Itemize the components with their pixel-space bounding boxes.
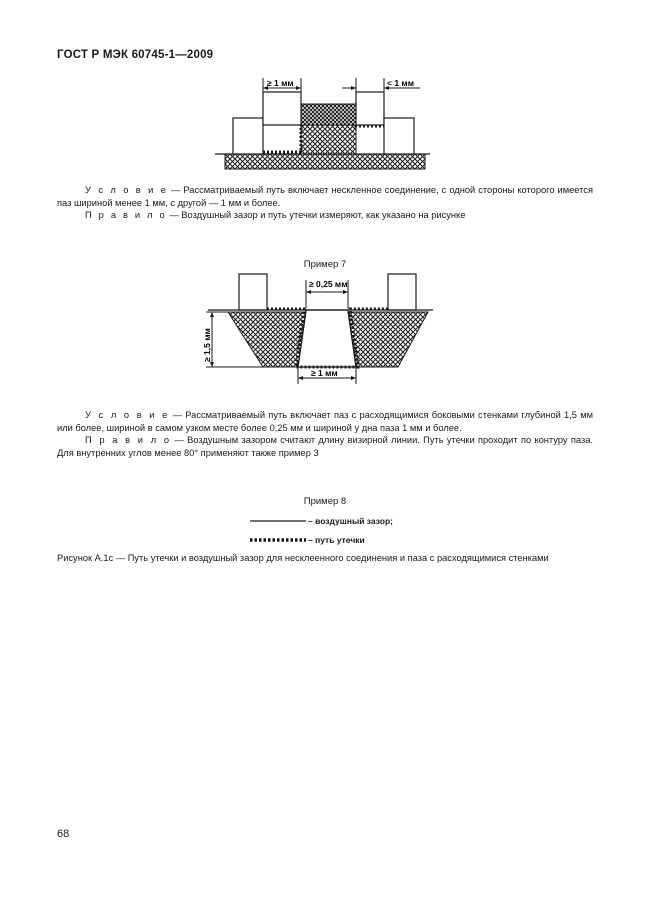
dim-side-label: ≥ 1,5 мм <box>202 328 212 362</box>
dim-left-label: ≥ 1 мм <box>267 78 294 88</box>
rule-label: П р а в и л о <box>85 435 172 445</box>
rule-text: — Воздушный зазор и путь утечки измеряют, как указано на рисунке <box>169 210 466 220</box>
condition-block-1 <box>57 184 593 222</box>
right-top-part <box>388 274 416 310</box>
solid-line-icon <box>250 518 308 524</box>
middle-groove <box>301 125 356 154</box>
dim-right-label: < 1 мм <box>387 78 414 88</box>
figure-caption: Рисунок А.1с — Путь утечки и воздушный зазор для несклеенного соединения и паза с расходящимися стенками <box>57 553 549 563</box>
legend-air-gap <box>250 516 393 526</box>
figure-6-diagram <box>215 74 430 174</box>
rule-label: П р а в и л о <box>85 210 167 220</box>
document-header: ГОСТ Р МЭК 60745-1—2009 <box>57 49 214 61</box>
right-step <box>356 92 384 125</box>
condition-label: У с л о в и е <box>85 185 169 195</box>
right-part <box>384 118 414 154</box>
dim-top-label: ≥ 0,25 мм <box>309 279 348 289</box>
example-8-title: Пример 8 <box>303 496 347 507</box>
legend-air-gap-label: – воздушный зазор; <box>308 516 393 526</box>
dim-bottom-label: ≥ 1 мм <box>311 368 338 378</box>
rule-text: — Воздушным зазором считают длину визирной линии. Путь утечки проходит по контуру паза. Для внутренних углов менее 80° применяют также пример 3 <box>57 435 593 458</box>
page-number: 68 <box>57 828 70 840</box>
condition-block-2 <box>57 409 593 459</box>
base-right <box>348 312 428 367</box>
condition-text: — Рассматриваемый путь включает нескленное соединение, с одной стороны которого имеется паз шириной менее 1 мм, с другой — 1 мм и более. <box>57 185 593 208</box>
dotted-line-icon <box>250 537 308 543</box>
base-left <box>228 312 306 367</box>
left-step <box>263 92 301 125</box>
legend-leak-path <box>250 535 365 545</box>
left-top-part <box>239 274 267 310</box>
example-7-title: Пример 7 <box>303 259 347 270</box>
middle-insert <box>301 104 356 125</box>
base-block <box>225 154 425 169</box>
left-part <box>233 118 263 154</box>
figure-7-diagram <box>198 272 438 392</box>
condition-label: У с л о в и е <box>85 410 170 420</box>
legend-leak-path-label: – путь утечки <box>308 535 365 545</box>
condition-text: — Рассматриваемый путь включает паз с расходящимися боковыми стенками глубиной 1,5 мм или более, шириной в самом узком месте более 0,25 мм и шириной у дна паза 1 мм и более. <box>57 410 593 433</box>
